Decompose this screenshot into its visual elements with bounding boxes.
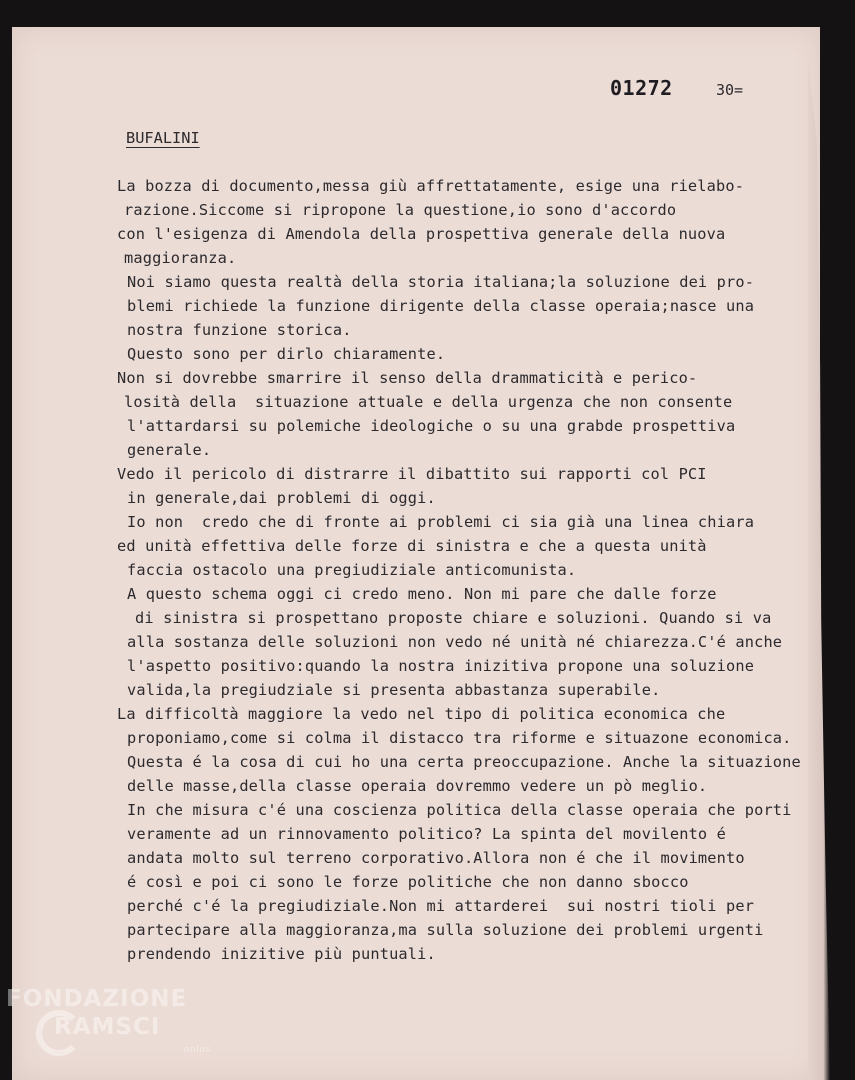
text-line: veramente ad un rinnovamento politico? La spinta del movilento é [127, 825, 727, 843]
text-line: razione.Siccome si ripropone la questione,io sono d'accordo [124, 201, 677, 219]
text-line: Questa é la cosa di cui ho una certa preoccupazione. Anche la situazione [127, 753, 801, 771]
text-line: Questo sono per dirlo chiaramente. [127, 345, 446, 363]
text-line: In che misura c'é una coscienza politica della classe operaia che porti [127, 801, 792, 819]
text-line: faccia ostacolo una pregiudiziale anticomunista. [127, 561, 577, 579]
watermark-line: FONDAZIONE [6, 986, 188, 1012]
archive-watermark [6, 988, 216, 1068]
text-line: blemi richiede la funzione dirigente della classe operaia;nasce una [127, 297, 755, 315]
text-line: partecipare alla maggioranza,ma sulla soluzione dei problemi urgenti [127, 921, 764, 939]
text-line: perché c'é la pregiudiziale.Non mi attarderei sui nostri tioli per [127, 897, 755, 915]
text-line: Vedo il pericolo di distrarre il dibattito sui rapporti col PCI [117, 465, 707, 483]
speaker-heading: BUFALINI [126, 129, 200, 147]
text-line: losità della situazione attuale e della urgenza che non consente [124, 393, 733, 411]
text-line: di sinistra si prospettano proposte chiare e soluzioni. Quando si va [135, 609, 772, 627]
text-line: maggioranza. [124, 249, 237, 267]
watermark-line: RAMSCI [54, 1014, 161, 1040]
text-line: valida,la pregiudziale si presenta abbastanza superabile. [127, 681, 661, 699]
text-line: A questo schema oggi ci credo meno. Non mi pare che dalle forze [127, 585, 717, 603]
text-line: Noi siamo questa realtà della storia italiana;la soluzione dei pro- [127, 273, 755, 291]
text-line: prendendo inizitive più puntuali. [127, 945, 436, 963]
text-line: delle masse,della classe operaia dovremmo vedere un pò meglio. [127, 777, 708, 795]
text-line: ed unità effettiva delle forze di sinistra e che a questa unità [117, 537, 707, 555]
text-line: l'attardarsi su polemiche ideologiche o su una grabde prospettiva [127, 417, 736, 435]
text-line: Non si dovrebbe smarrire il senso della drammaticità e perico- [117, 369, 698, 387]
watermark-line: onlus [184, 1045, 211, 1055]
text-line: l'aspetto positivo:quando la nostra inizitiva propone una soluzione [127, 657, 755, 675]
text-line: generale. [127, 441, 212, 459]
text-line: nostra funzione storica. [127, 321, 352, 339]
text-line: é così e poi ci sono le forze politiche che non danno sbocco [127, 873, 689, 891]
text-line: Io non credo che di fronte ai problemi ci sia già una linea chiara [127, 513, 755, 531]
text-line: andata molto sul terreno corporativo.Allora non é che il movimento [127, 849, 745, 867]
text-line: alla sostanza delle soluzioni non vedo né unità né chiarezza.C'é anche [127, 633, 783, 651]
text-line: con l'esigenza di Amendola della prospettiva generale della nuova [117, 225, 726, 243]
text-line: La difficoltà maggiore la vedo nel tipo di politica economica che [117, 705, 726, 723]
page-number: 30= [716, 81, 744, 99]
text-line: proponiamo,come si colma il distacco tra riforme e situazone economica. [127, 729, 792, 747]
text-line: La bozza di documento,messa giù affrettatamente, esige una rielabo- [117, 177, 745, 195]
text-line: in generale,dai problemi di oggi. [127, 489, 436, 507]
archive-code: 01272 [610, 76, 673, 100]
